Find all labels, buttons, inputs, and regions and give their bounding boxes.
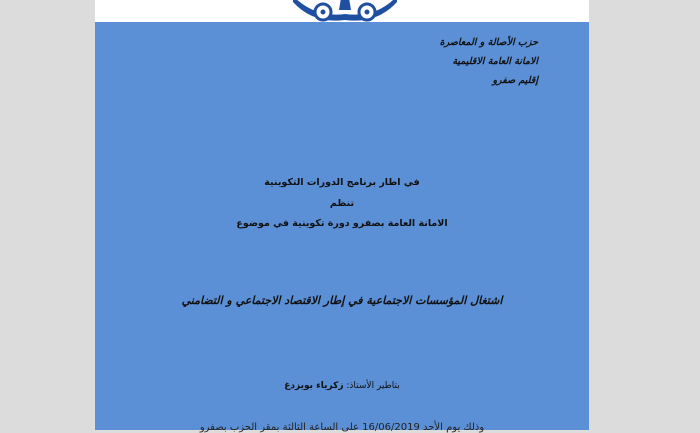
speaker-line	[95, 381, 589, 391]
program-line: في اطار برنامج الدورات التكوينية	[264, 177, 420, 188]
party-logo-icon	[285, 0, 405, 22]
speaker-name: زكرياء بويزدغ	[284, 381, 344, 391]
training-line: الامانة العامة بصفرو دورة تكوينية في موضوع	[236, 218, 448, 229]
page-top-strip	[95, 0, 589, 22]
organizes-line: تنظم	[329, 198, 355, 209]
cover-panel	[95, 22, 589, 433]
document-page	[95, 0, 589, 433]
province-name: إقليم صفرو	[492, 75, 538, 86]
speaker-prefix: بتاطير الأستاذ:	[343, 381, 400, 391]
general-secretariat: الامانة العامة الاقليمية	[452, 56, 538, 67]
party-name: حزب الأصالة و المعاصرة	[439, 37, 538, 48]
training-subject: اشتغال المؤسسات الاجتماعية في إطار الاقتصاد الاجتماعي و التضامني	[181, 294, 503, 307]
date-line: وذلك يوم الأحد 16/06/2019 على الساعة الثالثة بمقر الحزب بصفرو	[199, 422, 485, 433]
